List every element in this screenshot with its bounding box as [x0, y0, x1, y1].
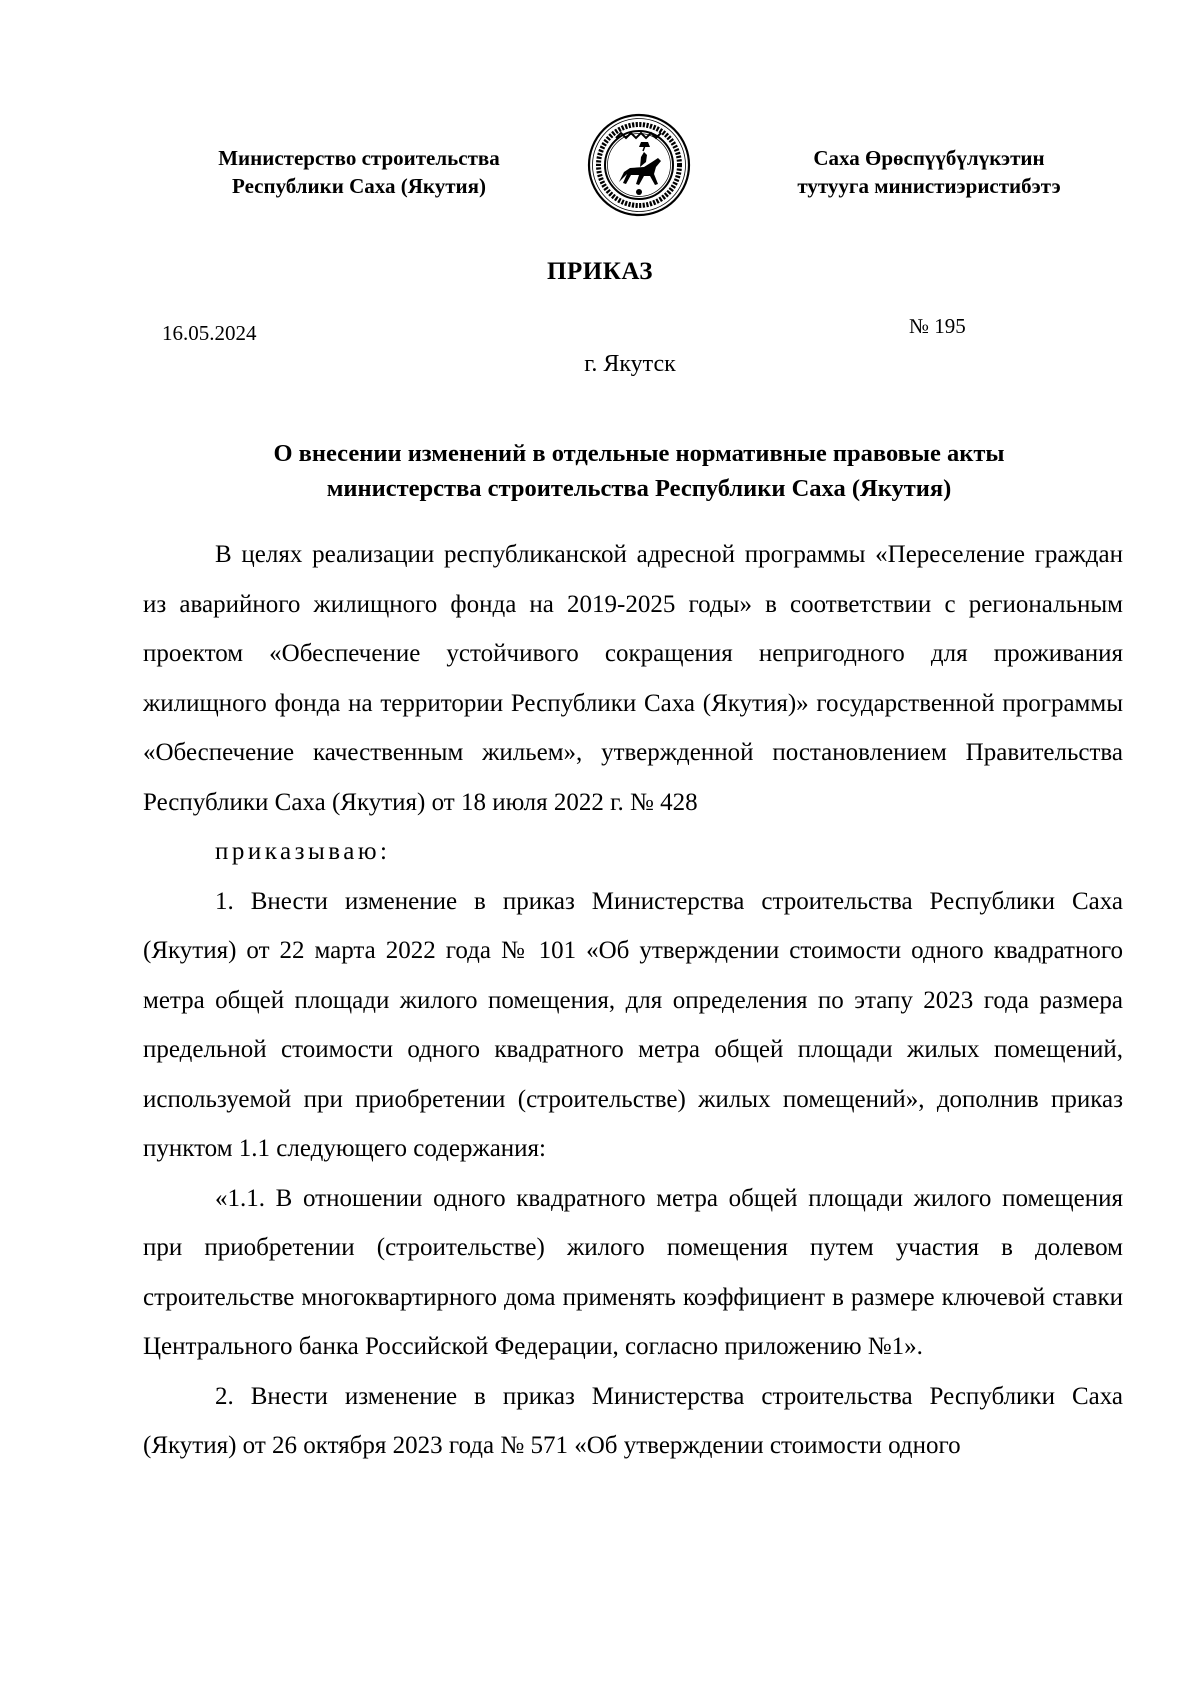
ministry-name-russian-line2: Республики Саха (Якутия) [232, 174, 486, 198]
order-word: приказываю: [215, 838, 391, 865]
preamble-paragraph: В целях реализации республиканской адресной программы «Переселение граждан из аварийного жилищного фонда на 2019-2025 годы» в соответствии с региональным проектом «Обеспечение устойчивого сокращения непригодного для проживания жилищного фонда на территории Республики Саха (Якутия)» государственной программы «Обеспечение качественным жильем», утвержденной постановлением Правительства Республики Саха (Якутия) от 18 июля 2022 г. № 428 [143, 541, 1123, 816]
item-1-paragraph: 1. Внести изменение в приказ Министерства строительства Республики Саха (Якутия) от 22 марта 2022 года № 101 «Об утверждении стоимости одного квадратного метра общей площади жилого помещения, для определения по этапу 2023 года размера предельной стоимости одного квадратного метра общей площади жилых помещений, используемой при приобретении (строительстве) жилых помещений», дополнив приказ пунктом 1.1 следующего содержания: [143, 887, 1123, 1162]
order-heading: ПРИКАЗ [547, 258, 653, 285]
document-body [143, 530, 1123, 1471]
ministry-name-yakut-line2: тутууга министиэристибэтэ [797, 174, 1061, 198]
order-city: г. Якутск [584, 351, 676, 377]
coat-of-arms-seal-icon [586, 112, 692, 218]
document-title-line1: О внесении изменений в отдельные нормативные правовые акты [273, 440, 1005, 467]
order-date: 16.05.2024 [162, 321, 257, 345]
item-1-1-paragraph: «1.1. В отношении одного квадратного метра общей площади жилого помещения при приобретении (строительстве) жилого помещения путем участия в долевом строительстве многоквартирного дома применять коэффициент в размере ключевой ставки Центрального банка Российской Федерации, согласно приложению №1». [143, 1184, 1123, 1360]
item-2-paragraph: 2. Внести изменение в приказ Министерства строительства Республики Саха (Якутия) от 26 октября 2023 года № 571 «Об утверждении стоимости одного [143, 1382, 1123, 1459]
ministry-name-russian-line1: Министерство строительства [218, 146, 500, 170]
ministry-name-yakut-line1: Саха Өрөспүүбүлүкэтин [813, 146, 1045, 170]
order-number: № 195 [909, 314, 966, 338]
ministry-name-yakut [770, 144, 1088, 200]
document-title [150, 436, 1128, 506]
document-title-line2: министерства строительства Республики Саха (Якутия) [326, 475, 952, 502]
ministry-name-russian [170, 144, 548, 200]
